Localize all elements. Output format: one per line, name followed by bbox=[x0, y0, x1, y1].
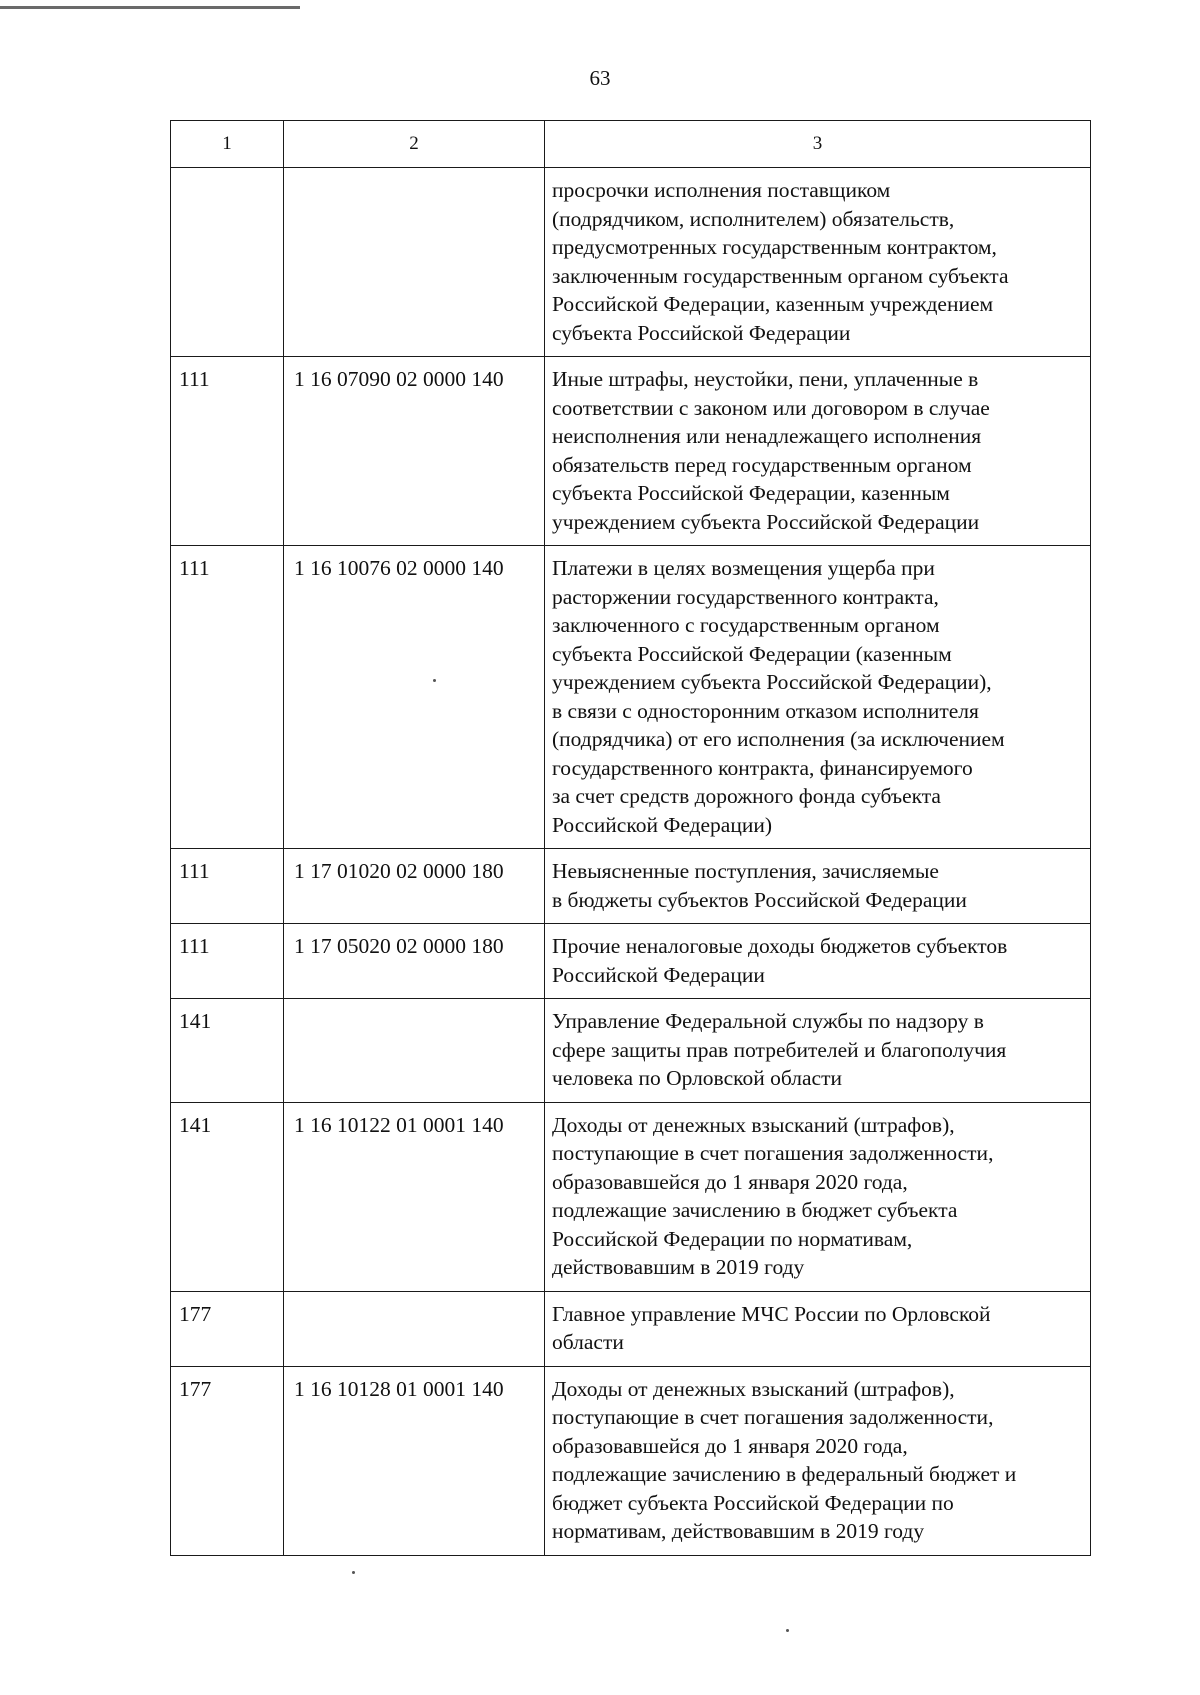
budget-code-cell: 1 16 10122 01 0001 140 bbox=[284, 1102, 545, 1291]
table-row bbox=[171, 357, 1091, 546]
budget-code-cell bbox=[284, 1291, 545, 1366]
table-row bbox=[171, 999, 1091, 1103]
revenue-description-cell: Главное управление МЧС России по Орловской области bbox=[545, 1291, 1091, 1366]
administrator-code-cell: 177 bbox=[171, 1366, 284, 1555]
administrator-code-cell: 111 bbox=[171, 357, 284, 546]
budget-code-cell bbox=[284, 999, 545, 1103]
revenue-description-cell: Управление Федеральной службы по надзору в сфере защиты прав потребителей и благополучия человека по Орловской области bbox=[545, 999, 1091, 1103]
revenue-description-cell: Прочие неналоговые доходы бюджетов субъектов Российской Федерации bbox=[545, 924, 1091, 999]
column-header-2: 2 bbox=[284, 121, 545, 168]
column-header-3: 3 bbox=[545, 121, 1091, 168]
administrator-code-cell: 111 bbox=[171, 849, 284, 924]
administrator-code-cell: 111 bbox=[171, 546, 284, 849]
revenue-description-cell: Доходы от денежных взысканий (штрафов), поступающие в счет погашения задолженности, образовавшейся до 1 января 2020 года, подлежащие зачислению в федеральный бюджет и бюджет субъекта Российской Федерации по нормативам, действовавшим в 2019 году bbox=[545, 1366, 1091, 1555]
administrator-code-cell: 177 bbox=[171, 1291, 284, 1366]
budget-code-cell: 1 16 10128 01 0001 140 bbox=[284, 1366, 545, 1555]
scan-speck bbox=[786, 1629, 789, 1632]
budget-code-cell bbox=[284, 168, 545, 357]
administrator-code-cell: 141 bbox=[171, 999, 284, 1103]
column-header-1: 1 bbox=[171, 121, 284, 168]
table-row bbox=[171, 849, 1091, 924]
table-row bbox=[171, 168, 1091, 357]
budget-code-cell: 1 17 05020 02 0000 180 bbox=[284, 924, 545, 999]
revenue-description-cell: Доходы от денежных взысканий (штрафов), поступающие в счет погашения задолженности, образовавшейся до 1 января 2020 года, подлежащие зачислению в бюджет субъекта Российской Федерации по нормативам, действовавшим в 2019 году bbox=[545, 1102, 1091, 1291]
table-row bbox=[171, 1102, 1091, 1291]
budget-code-cell: 1 16 10076 02 0000 140 bbox=[284, 546, 545, 849]
table-header-row bbox=[171, 121, 1091, 168]
revenue-description-cell: просрочки исполнения поставщиком (подрядчиком, исполнителем) обязательств, предусмотренных государственным контрактом, заключенным государственным органом субъекта Российской Федерации, казенным учреждением субъекта Российской Федерации bbox=[545, 168, 1091, 357]
administrator-code-cell: 111 bbox=[171, 924, 284, 999]
revenue-description-cell: Иные штрафы, неустойки, пени, уплаченные в соответствии с законом или договором в случае неисполнения или ненадлежащего исполнения обязательств перед государственным органом субъекта Российской Федерации, казенным учреждением субъекта Российской Федерации bbox=[545, 357, 1091, 546]
revenue-codes-table bbox=[170, 120, 1091, 1556]
administrator-code-cell: 141 bbox=[171, 1102, 284, 1291]
budget-code-cell: 1 17 01020 02 0000 180 bbox=[284, 849, 545, 924]
scan-speck bbox=[352, 1571, 355, 1574]
table-row bbox=[171, 1366, 1091, 1555]
revenue-description-cell: Невыясненные поступления, зачисляемые в бюджеты субъектов Российской Федерации bbox=[545, 849, 1091, 924]
table-row bbox=[171, 546, 1091, 849]
administrator-code-cell bbox=[171, 168, 284, 357]
scan-speck bbox=[433, 679, 436, 682]
table-row bbox=[171, 924, 1091, 999]
table-row bbox=[171, 1291, 1091, 1366]
scan-top-rule bbox=[0, 6, 300, 9]
page-number: 63 bbox=[589, 66, 611, 90]
budget-code-cell: 1 16 07090 02 0000 140 bbox=[284, 357, 545, 546]
revenue-description-cell: Платежи в целях возмещения ущерба при расторжении государственного контракта, заключенного с государственным органом субъекта Российской Федерации (казенным учреждением субъекта Российской Федерации), в связи с односторонним отказом исполнителя (подрядчика) от его исполнения (за исключением государственного контракта, финансируемого за счет средств дорожного фонда субъекта Российской Федерации) bbox=[545, 546, 1091, 849]
